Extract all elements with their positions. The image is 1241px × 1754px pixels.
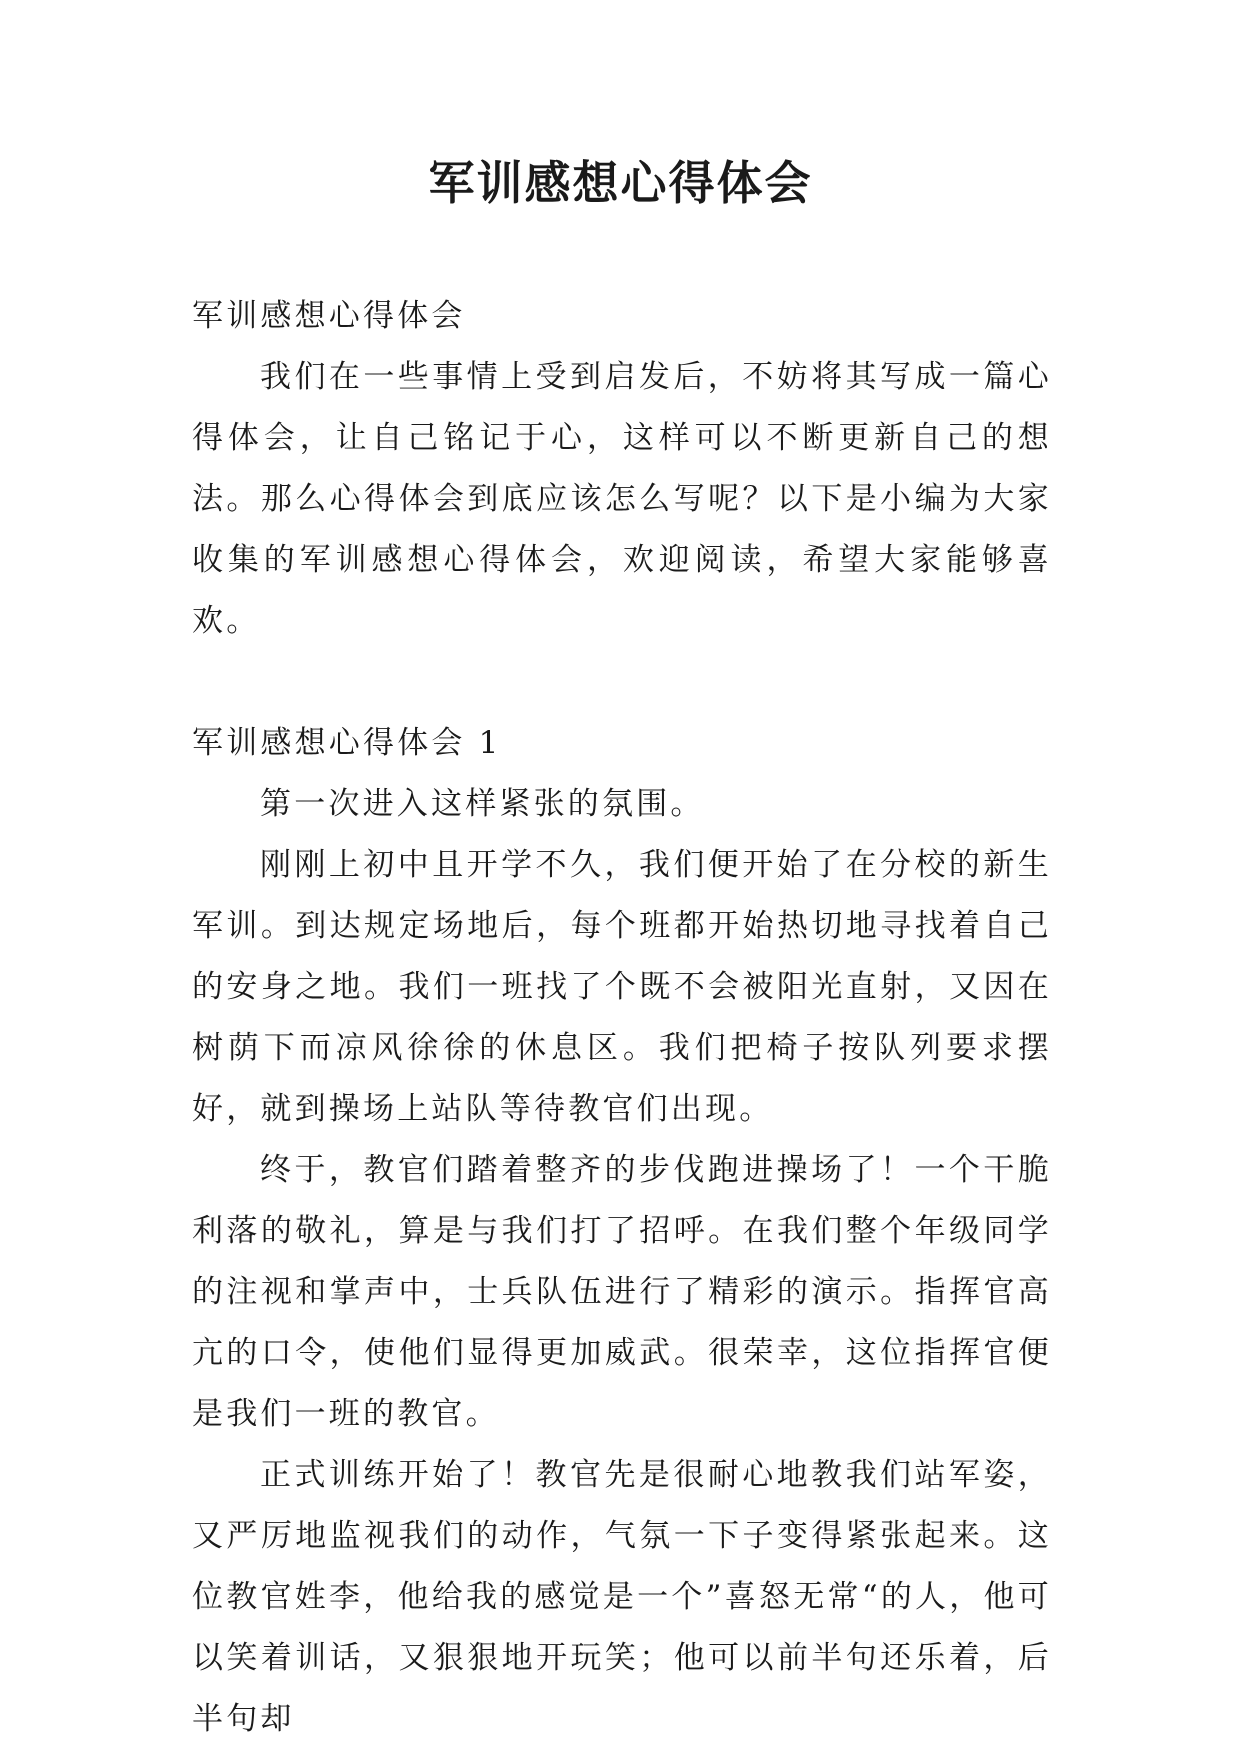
- body-paragraph: 正式训练开始了！教官先是很耐心地教我们站军姿，又严厉地监视我们的动作，气氛一下子变得紧张起来。这位教官姓李，他给我的感觉是一个”喜怒无常“的人，他可以笑着训话，又狠狠地开玩笑；他可以前半句还乐着，后半句却: [192, 1457, 1052, 1737]
- body-paragraph: 刚刚上初中且开学不久，我们便开始了在分校的新生军训。到达规定场地后，每个班都开始热切地寻找着自己的安身之地。我们一班找了个既不会被阳光直射，又因在树荫下而凉风徐徐的休息区。我们把椅子按队列要求摆好，就到操场上站队等待教官们出现。: [192, 847, 1052, 1127]
- body-paragraph: 第一次进入这样紧张的氛围。: [260, 786, 705, 822]
- section-subtitle-1: 军训感想心得体会 1: [192, 725, 502, 761]
- intro-paragraph: 我们在一些事情上受到启发后，不妨将其写成一篇心得体会，让自己铭记于心，这样可以不断更新自己的想法。那么心得体会到底应该怎么写呢？以下是小编为大家收集的军训感想心得体会，欢迎阅读，希望大家能够喜欢。: [192, 359, 1052, 639]
- section-subtitle: 军训感想心得体会: [192, 298, 466, 334]
- document-body: [192, 286, 1052, 1750]
- document-title: 军训感想心得体会: [428, 156, 813, 210]
- paragraph-spacer: [192, 652, 1052, 713]
- body-paragraph: 终于，教官们踏着整齐的步伐跑进操场了！一个干脆利落的敬礼，算是与我们打了招呼。在我们整个年级同学的注视和掌声中，士兵队伍进行了精彩的演示。指挥官高亢的口令，使他们显得更加威武。很荣幸，这位指挥官便是我们一班的教官。: [192, 1152, 1052, 1432]
